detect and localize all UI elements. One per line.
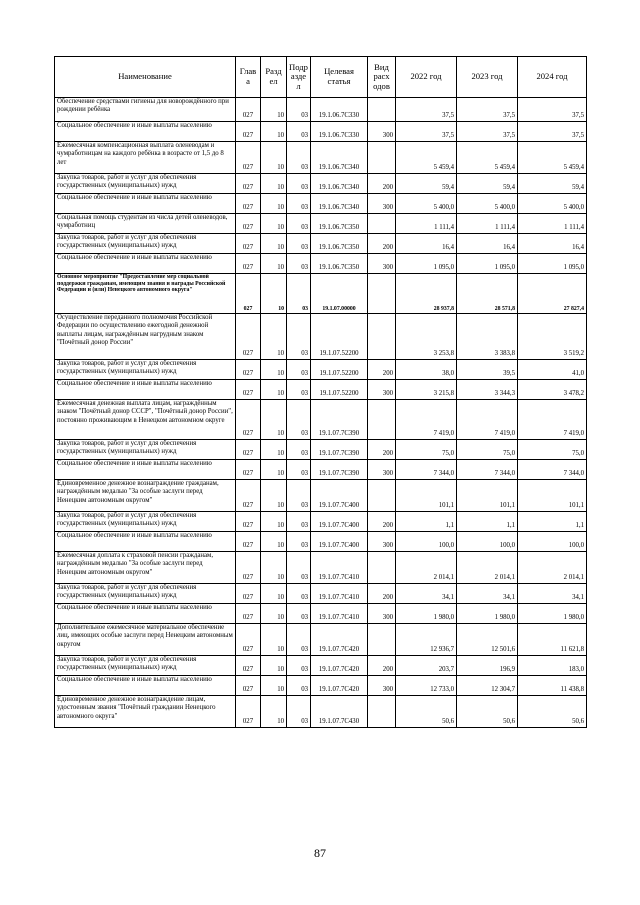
cell-vid: 300 [368,676,396,696]
cell-target: 19.1.07.7С420 [311,676,368,696]
cell-podrazdel: 03 [287,512,311,532]
cell-podrazdel: 03 [287,314,311,360]
cell-vid: 300 [368,194,396,214]
cell-podrazdel: 03 [287,214,311,234]
cell-y2023: 37,5 [457,122,518,142]
cell-razdel: 10 [261,274,287,314]
cell-target: 19.1.07.7С430 [311,696,368,728]
cell-glava: 027 [236,656,261,676]
cell-y2022: 12 936,7 [396,624,457,656]
cell-razdel: 10 [261,440,287,460]
cell-y2023: 12 501,6 [457,624,518,656]
header-vid: Вид расх одов [368,57,396,98]
table-row [55,656,587,676]
cell-name: Осуществление переданного полномочия Российской Федерации по осуществлению ежегодной денежной выплаты лицам, награждённым нагрудным знаком "Почётный донор России" [55,314,236,360]
cell-podrazdel: 03 [287,98,311,122]
cell-y2024: 37,5 [518,98,587,122]
cell-target: 19.1.07.7С410 [311,604,368,624]
cell-y2022: 28 937,8 [396,274,457,314]
table-row [55,532,587,552]
cell-y2023: 3 383,8 [457,314,518,360]
cell-glava: 027 [236,314,261,360]
cell-podrazdel: 03 [287,142,311,174]
cell-razdel: 10 [261,400,287,440]
cell-y2023: 39,5 [457,360,518,380]
cell-podrazdel: 03 [287,604,311,624]
cell-razdel: 10 [261,604,287,624]
cell-y2024: 27 827,4 [518,274,587,314]
cell-glava: 027 [236,274,261,314]
cell-y2022: 37,5 [396,98,457,122]
cell-y2023: 16,4 [457,234,518,254]
cell-y2022: 1 111,4 [396,214,457,234]
cell-vid: 200 [368,512,396,532]
cell-y2023: 3 344,3 [457,380,518,400]
header-glava: Глав а [236,57,261,98]
cell-vid: 200 [368,440,396,460]
cell-y2024: 50,6 [518,696,587,728]
cell-y2022: 3 253,8 [396,314,457,360]
cell-razdel: 10 [261,532,287,552]
cell-razdel: 10 [261,314,287,360]
cell-name: Закупка товаров, работ и услуг для обеспечения государственных (муниципальных) нужд [55,584,236,604]
cell-y2022: 100,0 [396,532,457,552]
cell-vid [368,400,396,440]
cell-glava: 027 [236,142,261,174]
cell-glava: 027 [236,460,261,480]
cell-y2024: 1 111,4 [518,214,587,234]
table-row [55,604,587,624]
table-row [55,234,587,254]
cell-y2022: 50,6 [396,696,457,728]
table-row [55,480,587,512]
cell-y2024: 7 344,0 [518,460,587,480]
cell-razdel: 10 [261,676,287,696]
cell-vid [368,552,396,584]
cell-podrazdel: 03 [287,360,311,380]
header-2023: 2023 год [457,57,518,98]
table-body [55,98,587,728]
table-row [55,584,587,604]
cell-razdel: 10 [261,696,287,728]
cell-name: Ежемесячная денежная выплата лицам, награждённым знаком "Почётный донор СССР", "Почётный донор России", постоянно проживающим в Ненецком автономном округе [55,400,236,440]
cell-podrazdel: 03 [287,400,311,440]
cell-y2024: 41,0 [518,360,587,380]
table-header-row [55,57,587,98]
cell-name: Основное мероприятие "Предоставление мер социальной поддержки гражданам, имеющим звания и награды Российской Федерации и (или) Ненецкого автономного округа" [55,274,236,314]
cell-y2022: 37,5 [396,122,457,142]
cell-glava: 027 [236,624,261,656]
cell-y2023: 100,0 [457,532,518,552]
cell-name: Ежемесячная компенсационная выплата оленеводам и чумработницам на каждого ребёнка в возрасте от 1,5 до 8 лет [55,142,236,174]
cell-y2023: 1 095,0 [457,254,518,274]
cell-y2023: 5 459,4 [457,142,518,174]
cell-y2022: 7 344,0 [396,460,457,480]
cell-y2022: 38,0 [396,360,457,380]
cell-vid [368,274,396,314]
cell-y2022: 75,0 [396,440,457,460]
cell-glava: 027 [236,696,261,728]
cell-y2022: 101,1 [396,480,457,512]
cell-podrazdel: 03 [287,624,311,656]
cell-name: Закупка товаров, работ и услуг для обеспечения государственных (муниципальных) нужд [55,360,236,380]
budget-table [54,56,587,728]
cell-target: 19.1.07.7С410 [311,584,368,604]
cell-razdel: 10 [261,254,287,274]
cell-y2022: 59,4 [396,174,457,194]
cell-razdel: 10 [261,552,287,584]
cell-glava: 027 [236,552,261,584]
cell-razdel: 10 [261,480,287,512]
cell-y2024: 5 400,0 [518,194,587,214]
cell-name: Обеспечение средствами гигиены для новорождённого при рождении ребёнка [55,98,236,122]
cell-vid: 200 [368,174,396,194]
cell-vid: 300 [368,122,396,142]
cell-target: 19.1.07.7С390 [311,460,368,480]
table-row [55,122,587,142]
cell-name: Социальное обеспечение и иные выплаты населению [55,254,236,274]
cell-y2024: 183,0 [518,656,587,676]
table-row [55,174,587,194]
cell-y2023: 1 980,0 [457,604,518,624]
cell-target: 19.1.07.7С400 [311,532,368,552]
cell-y2023: 34,1 [457,584,518,604]
cell-target: 19.1.07.7С420 [311,656,368,676]
cell-name: Социальное обеспечение и иные выплаты населению [55,460,236,480]
cell-name: Единовременное денежное вознаграждение гражданам, награждённым медалью "За особые заслуги перед Ненецким автономным округом" [55,480,236,512]
cell-target: 19.1.06.7С350 [311,254,368,274]
cell-target: 19.1.07.52200 [311,314,368,360]
table-row [55,314,587,360]
cell-target: 19.1.07.7С410 [311,552,368,584]
cell-name: Ежемесячная доплата к страховой пенсии гражданам, награждённым медалью "За особые заслуги перед Ненецким автономным округом" [55,552,236,584]
cell-glava: 027 [236,122,261,142]
cell-name: Социальное обеспечение и иные выплаты населению [55,122,236,142]
cell-y2024: 1 095,0 [518,254,587,274]
cell-y2022: 2 014,1 [396,552,457,584]
cell-vid: 300 [368,532,396,552]
cell-y2024: 101,1 [518,480,587,512]
cell-podrazdel: 03 [287,274,311,314]
cell-y2023: 59,4 [457,174,518,194]
cell-y2024: 5 459,4 [518,142,587,174]
cell-y2024: 34,1 [518,584,587,604]
cell-target: 19.1.06.7С350 [311,214,368,234]
cell-y2024: 3 519,2 [518,314,587,360]
cell-podrazdel: 03 [287,480,311,512]
table-row [55,98,587,122]
cell-y2023: 37,5 [457,98,518,122]
cell-glava: 027 [236,676,261,696]
table-row [55,214,587,234]
cell-podrazdel: 03 [287,194,311,214]
cell-vid: 300 [368,604,396,624]
cell-razdel: 10 [261,98,287,122]
cell-y2022: 203,7 [396,656,457,676]
cell-vid: 200 [368,234,396,254]
cell-y2022: 16,4 [396,234,457,254]
cell-name: Социальное обеспечение и иные выплаты населению [55,380,236,400]
cell-y2023: 1,1 [457,512,518,532]
cell-name: Социальное обеспечение и иные выплаты населению [55,676,236,696]
cell-target: 19.1.07.7С390 [311,440,368,460]
cell-podrazdel: 03 [287,380,311,400]
cell-razdel: 10 [261,460,287,480]
cell-y2023: 28 571,8 [457,274,518,314]
table-row [55,194,587,214]
cell-razdel: 10 [261,584,287,604]
cell-glava: 027 [236,234,261,254]
cell-glava: 027 [236,360,261,380]
cell-razdel: 10 [261,194,287,214]
cell-vid [368,98,396,122]
cell-vid: 300 [368,380,396,400]
cell-y2023: 2 014,1 [457,552,518,584]
cell-target: 19.1.07.52200 [311,380,368,400]
cell-glava: 027 [236,532,261,552]
cell-y2022: 1 095,0 [396,254,457,274]
cell-vid: 200 [368,656,396,676]
cell-glava: 027 [236,512,261,532]
table-row [55,142,587,174]
cell-razdel: 10 [261,122,287,142]
table-row [55,552,587,584]
table-row [55,624,587,656]
cell-y2022: 7 419,0 [396,400,457,440]
cell-glava: 027 [236,604,261,624]
cell-podrazdel: 03 [287,174,311,194]
cell-name: Закупка товаров, работ и услуг для обеспечения государственных (муниципальных) нужд [55,174,236,194]
cell-target: 19.1.06.7С340 [311,174,368,194]
cell-glava: 027 [236,584,261,604]
header-razdel: Разд ел [261,57,287,98]
cell-name: Социальная помощь студентам из числа детей оленеводов, чумработниц [55,214,236,234]
cell-vid [368,624,396,656]
cell-target: 19.1.06.7С350 [311,234,368,254]
cell-y2023: 101,1 [457,480,518,512]
cell-y2023: 5 400,0 [457,194,518,214]
cell-glava: 027 [236,214,261,234]
header-2024: 2024 год [518,57,587,98]
cell-target: 19.1.06.7С340 [311,142,368,174]
cell-vid: 200 [368,360,396,380]
table-row [55,380,587,400]
cell-podrazdel: 03 [287,460,311,480]
cell-name: Закупка товаров, работ и услуг для обеспечения государственных (муниципальных) нужд [55,656,236,676]
cell-glava: 027 [236,400,261,440]
cell-y2024: 100,0 [518,532,587,552]
cell-vid [368,314,396,360]
cell-razdel: 10 [261,214,287,234]
cell-y2022: 5 459,4 [396,142,457,174]
table-row [55,254,587,274]
cell-razdel: 10 [261,624,287,656]
cell-y2023: 12 304,7 [457,676,518,696]
cell-y2022: 3 215,8 [396,380,457,400]
cell-glava: 027 [236,194,261,214]
cell-razdel: 10 [261,234,287,254]
cell-name: Закупка товаров, работ и услуг для обеспечения государственных (муниципальных) нужд [55,234,236,254]
cell-y2024: 1,1 [518,512,587,532]
cell-target: 19.1.07.7С400 [311,512,368,532]
header-name: Наименование [55,57,236,98]
cell-target: 19.1.06.7С330 [311,98,368,122]
cell-razdel: 10 [261,142,287,174]
cell-glava: 027 [236,254,261,274]
table-row [55,274,587,314]
table-row [55,400,587,440]
table-row [55,512,587,532]
cell-target: 19.1.07.7С400 [311,480,368,512]
cell-y2023: 75,0 [457,440,518,460]
cell-podrazdel: 03 [287,122,311,142]
cell-y2024: 75,0 [518,440,587,460]
cell-y2023: 7 419,0 [457,400,518,440]
cell-podrazdel: 03 [287,440,311,460]
cell-y2024: 59,4 [518,174,587,194]
cell-name: Дополнительное ежемесячное материальное обеспечение лиц, имеющих особые заслуги перед Ненецким автономным округом [55,624,236,656]
cell-y2023: 50,6 [457,696,518,728]
cell-name: Единовременное денежное вознаграждение лицам, удостоенным звания "Почётный гражданин Ненецкого автономного округа" [55,696,236,728]
cell-vid [368,696,396,728]
cell-podrazdel: 03 [287,656,311,676]
cell-name: Социальное обеспечение и иные выплаты населению [55,604,236,624]
cell-podrazdel: 03 [287,532,311,552]
cell-vid: 300 [368,254,396,274]
cell-podrazdel: 03 [287,254,311,274]
cell-name: Закупка товаров, работ и услуг для обеспечения государственных (муниципальных) нужд [55,440,236,460]
cell-vid: 300 [368,460,396,480]
cell-target: 19.1.06.7С330 [311,122,368,142]
cell-y2024: 37,5 [518,122,587,142]
cell-y2024: 1 980,0 [518,604,587,624]
cell-y2022: 12 733,0 [396,676,457,696]
cell-y2024: 3 478,2 [518,380,587,400]
header-2022: 2022 год [396,57,457,98]
cell-podrazdel: 03 [287,696,311,728]
cell-glava: 027 [236,480,261,512]
cell-name: Социальное обеспечение и иные выплаты населению [55,194,236,214]
cell-y2023: 196,9 [457,656,518,676]
cell-y2024: 7 419,0 [518,400,587,440]
cell-y2022: 1 980,0 [396,604,457,624]
cell-y2024: 11 438,8 [518,676,587,696]
cell-target: 19.1.07.52200 [311,360,368,380]
table-row [55,440,587,460]
cell-glava: 027 [236,380,261,400]
cell-razdel: 10 [261,360,287,380]
cell-razdel: 10 [261,656,287,676]
cell-podrazdel: 03 [287,676,311,696]
cell-glava: 027 [236,98,261,122]
cell-podrazdel: 03 [287,234,311,254]
cell-vid: 200 [368,584,396,604]
header-podrazdel: Подр азде л [287,57,311,98]
cell-target: 19.1.07.7С390 [311,400,368,440]
cell-y2023: 7 344,0 [457,460,518,480]
cell-razdel: 10 [261,380,287,400]
cell-y2024: 11 621,8 [518,624,587,656]
table-row [55,360,587,380]
cell-glava: 027 [236,174,261,194]
table-row [55,696,587,728]
cell-vid [368,142,396,174]
cell-razdel: 10 [261,512,287,532]
cell-name: Закупка товаров, работ и услуг для обеспечения государственных (муниципальных) нужд [55,512,236,532]
cell-podrazdel: 03 [287,552,311,584]
cell-podrazdel: 03 [287,584,311,604]
cell-y2024: 16,4 [518,234,587,254]
cell-y2022: 1,1 [396,512,457,532]
cell-y2023: 1 111,4 [457,214,518,234]
table-row [55,460,587,480]
cell-vid [368,214,396,234]
cell-name: Социальное обеспечение и иные выплаты населению [55,532,236,552]
cell-y2022: 5 400,0 [396,194,457,214]
page-number: 87 [314,846,326,860]
header-target: Целевая статья [311,57,368,98]
cell-y2022: 34,1 [396,584,457,604]
cell-razdel: 10 [261,174,287,194]
cell-target: 19.1.07.00000 [311,274,368,314]
cell-target: 19.1.07.7С420 [311,624,368,656]
cell-glava: 027 [236,440,261,460]
table-row [55,676,587,696]
cell-vid [368,480,396,512]
cell-target: 19.1.06.7С340 [311,194,368,214]
cell-y2024: 2 014,1 [518,552,587,584]
